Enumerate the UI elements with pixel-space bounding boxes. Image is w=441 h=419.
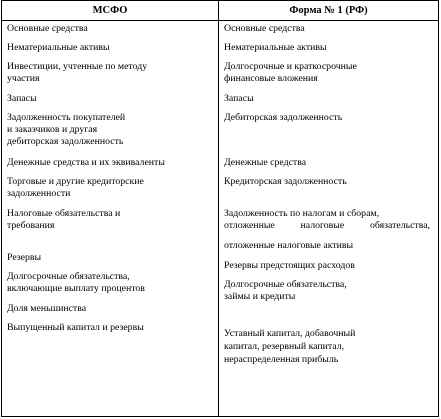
header-divider <box>2 20 438 21</box>
left-payables-line1: Торговые и другие кредиторские <box>7 176 144 187</box>
left-cash: Денежные средства и их эквиваленты <box>7 157 165 168</box>
left-equity-investments-line2: участия <box>7 73 40 84</box>
left-receivables-line3: дебиторская задолженность <box>7 136 124 147</box>
left-receivables-line2: и заказчиков и другая <box>7 124 98 135</box>
right-longterm-line1: Долгосрочные обязательства, <box>224 279 347 290</box>
right-receivables: Дебиторская задолженность <box>224 112 343 123</box>
right-tax-line2-word3: обязательства, <box>369 220 430 231</box>
left-longterm-line2: включающие выплату процентов <box>7 283 145 294</box>
right-financial-investments-line2: финансовые вложения <box>224 73 318 84</box>
left-longterm-line1: Долгосрочные обязательства, <box>7 271 130 282</box>
header-msfo: МСФО <box>92 5 128 16</box>
right-capital-line2: капитал, резервный капитал, <box>224 341 345 352</box>
left-receivables-line1: Задолженность покупателей <box>7 112 126 123</box>
left-intangible-assets: Нематериальные активы <box>7 42 110 53</box>
right-provisions: Резервы предстоящих расходов <box>224 260 355 271</box>
left-tax-line1: Налоговые обязательства и <box>7 208 121 219</box>
right-tax-line2-word2: налоговые <box>300 220 345 231</box>
right-capital-line1: Уставный капитал, добавочный <box>224 328 356 339</box>
right-intangible-assets: Нематериальные активы <box>224 42 327 53</box>
left-provisions: Резервы <box>7 252 42 263</box>
right-tax-line1: Задолженность по налогам и сборам, <box>224 208 380 219</box>
right-longterm-line2: займы и кредиты <box>224 291 296 302</box>
left-capital-reserves: Выпущенный капитал и резервы <box>7 322 144 333</box>
right-tax-line2-word1: отложенные <box>224 220 275 231</box>
column-divider <box>218 1 219 416</box>
left-minority-interest: Доля меньшинства <box>7 303 87 314</box>
left-equity-investments-line1: Инвестиции, учтенные по методу <box>7 61 148 72</box>
right-deferred-tax-assets: отложенные налоговые активы <box>224 240 354 251</box>
comparison-table <box>1 0 439 417</box>
right-inventories: Запасы <box>224 93 254 104</box>
left-inventories: Запасы <box>7 93 37 104</box>
right-payables: Кредиторская задолженность <box>224 176 347 187</box>
left-payables-line2: задолженности <box>7 188 71 199</box>
left-fixed-assets: Основные средства <box>7 23 88 34</box>
right-fixed-assets: Основные средства <box>224 23 305 34</box>
right-financial-investments-line1: Долгосрочные и краткосрочные <box>224 61 357 72</box>
header-form1: Форма № 1 (РФ) <box>289 5 368 16</box>
left-tax-line2: требования <box>7 220 55 231</box>
right-tax-line2 <box>224 220 430 232</box>
right-capital-line3: нераспределенная прибыль <box>224 354 339 365</box>
right-cash: Денежные средства <box>224 157 307 168</box>
